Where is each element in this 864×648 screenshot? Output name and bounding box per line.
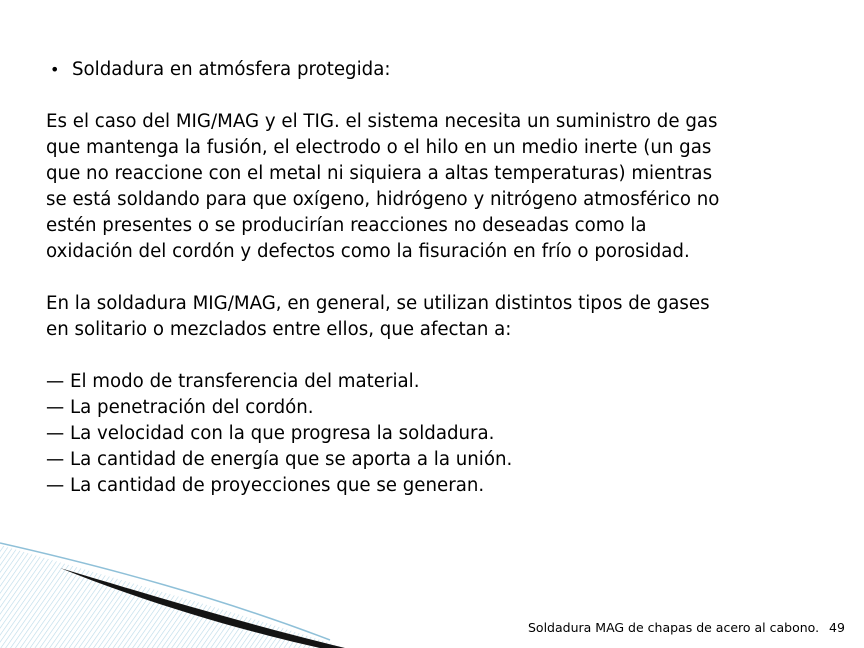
list-item: — El modo de transferencia del material. [46,371,420,392]
paragraph-gas-protection [46,109,836,265]
paragraph-line: En la soldadura MIG/MAG, en general, se utilizan distintos tipos de gases [46,293,710,314]
footer-title: Soldadura MAG de chapas de acero al cabono. [528,620,820,635]
paragraph-line: en solitario o mezclados entre ellos, que afectan a: [46,319,512,340]
paragraph-line: estén presentes o se producirían reacciones no deseadas como la [46,215,647,236]
list-item: — La penetración del cordón. [46,397,314,418]
spacer [46,83,836,109]
effects-list [46,369,836,499]
spacer [46,343,836,369]
list-item: — La velocidad con la que progresa la soldadura. [46,423,495,444]
paragraph-line: que no reaccione con el metal ni siquiera a altas temperaturas) mientras [46,163,713,184]
spacer [46,265,836,291]
list-item: — La cantidad de energía que se aporta a la unión. [46,449,513,470]
page-number: 49 [829,620,845,635]
paragraph-line: Es el caso del MIG/MAG y el TIG. el sistema necesita un suministro de gas [46,111,718,132]
light-blue-band [0,545,345,648]
bullet-dot-icon: • [50,60,60,79]
blue-stroke [0,543,330,640]
paragraph-line: que mantenga la fusión, el electrodo o el hilo en un medio inerte (un gas [46,137,712,158]
paragraph-line: oxidación del cordón y defectos como la fisuración en frío o porosidad. [46,241,690,262]
list-item: — La cantidad de proyecciones que se generan. [46,475,485,496]
slide-content [46,57,836,499]
paragraph-line: se está soldando para que oxígeno, hidrógeno y nitrógeno atmosférico no [46,189,720,210]
paragraph-gas-types [46,291,836,343]
bullet-heading-text: Soldadura en atmósfera protegida: [72,59,391,80]
dark-swoosh [60,568,345,648]
bullet-heading [46,57,836,83]
